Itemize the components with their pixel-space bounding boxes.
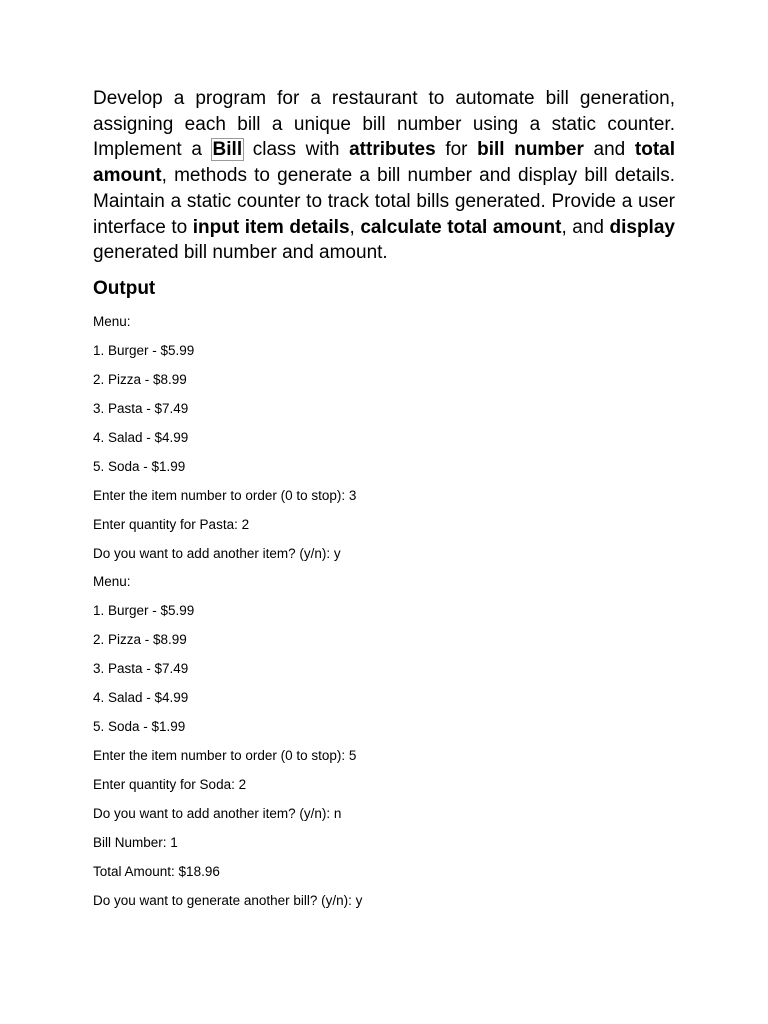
output-line: 5. Soda - $1.99 bbox=[93, 719, 186, 735]
output-line: Do you want to add another item? (y/n): y bbox=[93, 545, 341, 561]
output-line: 4. Salad - $4.99 bbox=[93, 690, 189, 706]
output-line: Menu: bbox=[93, 574, 131, 590]
output-line: Enter the item number to order (0 to stop): 3 bbox=[93, 487, 357, 503]
output-line: 5. Soda - $1.99 bbox=[93, 458, 186, 474]
bold-total-amount: total amount bbox=[93, 139, 675, 187]
bold-display: display bbox=[609, 216, 675, 238]
output-line: Enter quantity for Soda: 2 bbox=[93, 777, 247, 792]
output-line: 1. Burger - $5.99 bbox=[93, 603, 195, 619]
output-heading: Output bbox=[93, 278, 156, 299]
text-segment: and bbox=[583, 139, 635, 161]
output-line: 3. Pasta - $7.49 bbox=[93, 400, 189, 416]
bold-input-item-details: input item details bbox=[192, 216, 350, 238]
output-line: Enter the item number to order (0 to stop): 5 bbox=[93, 748, 357, 764]
problem-statement bbox=[93, 86, 675, 266]
output-line: 2. Pizza - $8.99 bbox=[93, 371, 187, 387]
bill-class-name: Bill bbox=[212, 139, 243, 161]
output-line: Total Amount: $18.96 bbox=[93, 863, 220, 879]
bold-bill-number: bill number bbox=[477, 139, 584, 161]
text-segment: for bbox=[435, 139, 478, 161]
output-line: Do you want to add another item? (y/n): n bbox=[93, 805, 342, 821]
output-line: Enter quantity for Pasta: 2 bbox=[93, 516, 250, 532]
text-segment: class with bbox=[243, 139, 350, 161]
output-line: 2. Pizza - $8.99 bbox=[93, 632, 187, 648]
text-segment: , methods to generate a bill number and display bill details. Maintain a static counter to track total bills generated. Provide a user interface to bbox=[93, 165, 675, 238]
text-segment: generated bill number and amount. bbox=[93, 242, 388, 264]
bold-calculate-total-amount: calculate total amount bbox=[360, 216, 562, 238]
text-segment: , and bbox=[561, 216, 610, 238]
output-line: Menu: bbox=[93, 314, 131, 329]
output-line: 4. Salad - $4.99 bbox=[93, 429, 189, 445]
output-line: Bill Number: 1 bbox=[93, 834, 178, 850]
output-lines bbox=[93, 313, 362, 921]
output-line: Do you want to generate another bill? (y/n): y bbox=[93, 892, 363, 908]
text-segment: , bbox=[349, 216, 361, 238]
text-segment: Develop a program for a restaurant to automate bill generation, assigning each bill a unique bill number using a static counter. Implement a bbox=[93, 88, 675, 161]
bold-attributes: attributes bbox=[349, 139, 436, 161]
output-line: 1. Burger - $5.99 bbox=[93, 342, 195, 358]
output-line: 3. Pasta - $7.49 bbox=[93, 661, 189, 677]
